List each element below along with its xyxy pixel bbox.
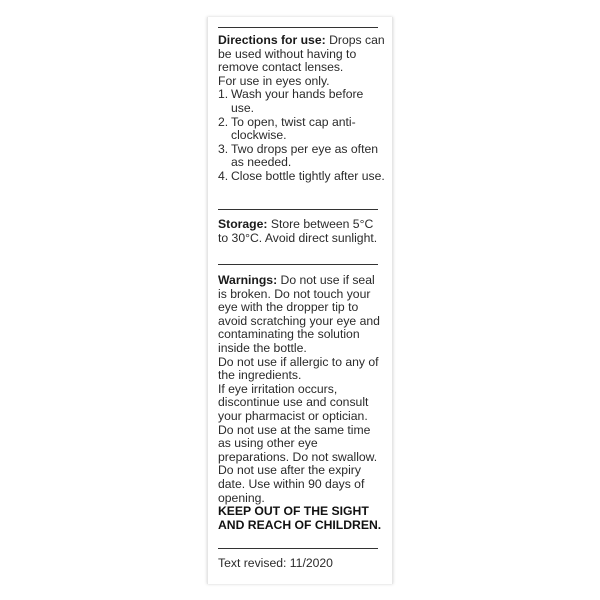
step-text: Close bottle tightly after use.	[231, 168, 385, 183]
divider-storage	[218, 209, 378, 210]
warnings-text-3: If eye irritation occurs, discontinue use and consult your pharmacist or optician.	[218, 381, 369, 423]
step-number: 4.	[218, 168, 229, 183]
warnings-text-4: Do not use at the same time as using other eye preparations. Do not swallow. Do not use after the expiry date. Use within 90 days of opening.	[218, 422, 378, 505]
step-number: 2.	[218, 114, 229, 129]
step-item	[218, 170, 386, 184]
footer-section	[218, 557, 386, 571]
step-item	[218, 88, 386, 115]
warnings-text-2: Do not use if allergic to any of the ingredients.	[218, 354, 379, 383]
step-number: 3.	[218, 141, 229, 156]
divider-footer	[218, 548, 378, 549]
warnings-heading: Warnings:	[218, 273, 278, 287]
divider-warnings	[218, 264, 378, 265]
divider-top	[218, 27, 378, 28]
step-text: Wash your hands before use.	[231, 87, 364, 115]
directions-section	[218, 34, 386, 184]
warnings-text-1: Do not use if seal is broken. Do not touch your eye with the dropper tip to avoid scratching your eye and contaminating the solution inside the bottle.	[218, 273, 380, 355]
directions-heading: Directions for use:	[218, 33, 326, 47]
storage-text: Store between 5°C to 30°C. Avoid direct sunlight.	[218, 217, 378, 245]
directions-steps	[218, 88, 386, 183]
warnings-paragraph	[218, 274, 386, 356]
directions-paragraph	[218, 34, 386, 75]
storage-heading: Storage:	[218, 217, 268, 231]
step-number: 1.	[218, 87, 229, 102]
warnings-section	[218, 274, 386, 532]
step-item	[218, 116, 386, 143]
text-revised: Text revised: 11/2020	[218, 556, 333, 570]
step-text: To open, twist cap anti-clockwise.	[231, 114, 356, 143]
storage-paragraph	[218, 218, 386, 245]
step-item	[218, 143, 386, 170]
directions-eyes-only: For use in eyes only.	[218, 73, 330, 88]
children-caution: KEEP OUT OF THE SIGHT AND REACH OF CHILDREN.	[218, 504, 382, 532]
step-text: Two drops per eye as often as needed.	[231, 141, 379, 170]
directions-intro: Drops can be used without having to remove contact lenses.	[218, 33, 385, 75]
storage-section	[218, 218, 386, 245]
